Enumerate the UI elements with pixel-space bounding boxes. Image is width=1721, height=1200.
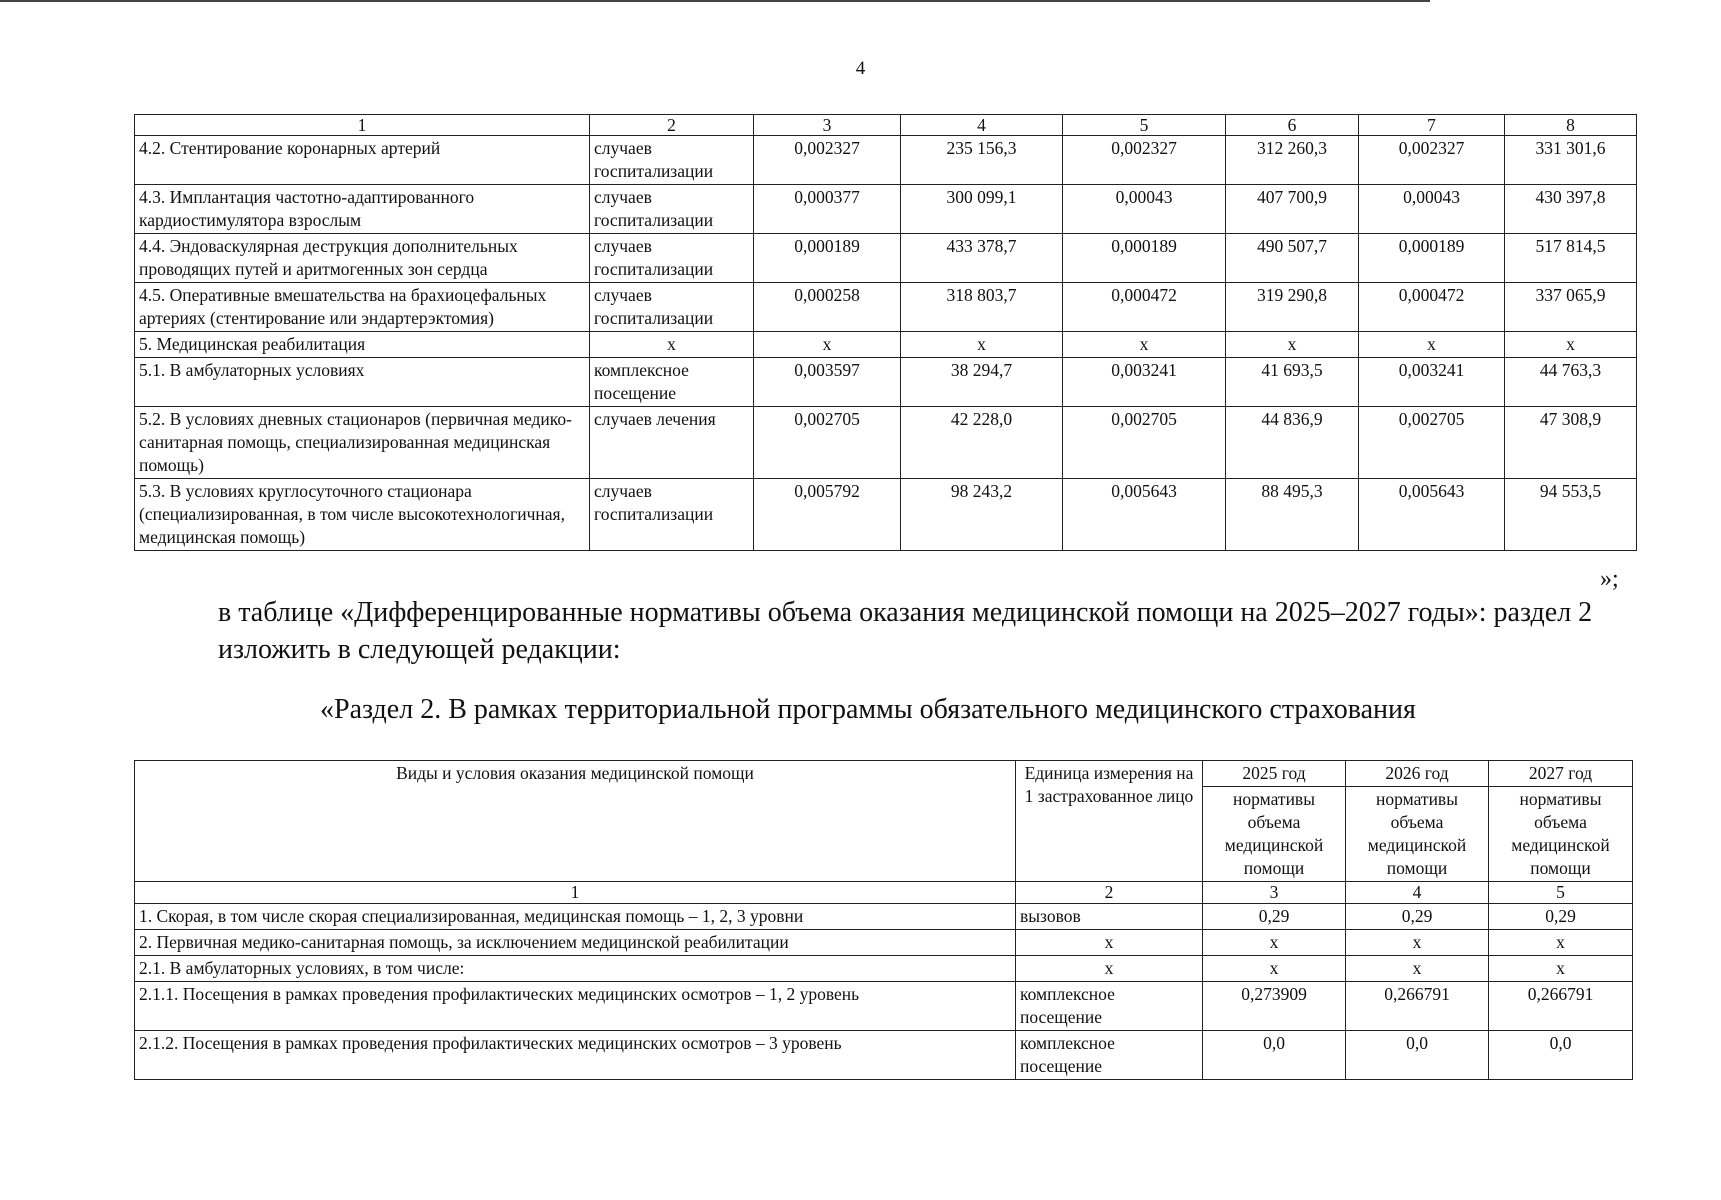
header-norms: нормативы объема медицинской помощи <box>1489 787 1633 882</box>
cell-value: х <box>1346 956 1489 982</box>
table-row <box>135 332 1637 358</box>
cell-value: 0,29 <box>1489 904 1633 930</box>
row-unit: х <box>1016 930 1203 956</box>
cell-value: 517 814,5 <box>1505 234 1637 283</box>
column-number: 3 <box>1203 882 1346 904</box>
row-name: 5.1. В амбулаторных условиях <box>135 358 590 407</box>
cell-value: 0,000472 <box>1359 283 1505 332</box>
cell-value: 0,266791 <box>1346 982 1489 1031</box>
cell-value: 0,002705 <box>1063 407 1226 479</box>
row-name: 5.3. В условиях круглосуточного стационара (специализированная, в том числе высокотехнологичная, медицинская помощь) <box>135 479 590 551</box>
cell-value: 407 700,9 <box>1226 185 1359 234</box>
table-row <box>135 283 1637 332</box>
cell-value: 312 260,3 <box>1226 136 1359 185</box>
cell-value: х <box>754 332 901 358</box>
column-number: 2 <box>1016 882 1203 904</box>
column-number-row <box>135 882 1633 904</box>
header-care-type: Виды и условия оказания медицинской помощи <box>135 761 1016 882</box>
cell-value: 0,005643 <box>1063 479 1226 551</box>
table-row <box>135 1031 1633 1080</box>
column-number: 4 <box>1346 882 1489 904</box>
cell-value: 319 290,8 <box>1226 283 1359 332</box>
cell-value: 235 156,3 <box>901 136 1063 185</box>
row-name: 4.2. Стентирование коронарных артерий <box>135 136 590 185</box>
cell-value: 0,002705 <box>754 407 901 479</box>
cell-value: 0,000189 <box>1359 234 1505 283</box>
table-header-row <box>135 115 1637 136</box>
cell-value: 318 803,7 <box>901 283 1063 332</box>
column-number: 5 <box>1063 115 1226 136</box>
table-row <box>135 904 1633 930</box>
cell-value: 337 065,9 <box>1505 283 1637 332</box>
cell-value: 0,00043 <box>1359 185 1505 234</box>
cell-value: х <box>1063 332 1226 358</box>
cell-value: 0,29 <box>1346 904 1489 930</box>
section-2-table <box>134 760 1633 1080</box>
row-unit: случаев госпитализации <box>590 185 754 234</box>
cell-value: х <box>1359 332 1505 358</box>
cell-value: 430 397,8 <box>1505 185 1637 234</box>
cell-value: 44 836,9 <box>1226 407 1359 479</box>
cell-value: 94 553,5 <box>1505 479 1637 551</box>
column-number: 6 <box>1226 115 1359 136</box>
row-name: 5.2. В условиях дневных стационаров (первичная медико-санитарная помощь, специализированная медицинская помощь) <box>135 407 590 479</box>
cell-value: 0,005792 <box>754 479 901 551</box>
cell-value: х <box>1203 930 1346 956</box>
table-row <box>135 136 1637 185</box>
cell-value: 0,003241 <box>1063 358 1226 407</box>
table-row <box>135 982 1633 1031</box>
row-unit: комплексное посещение <box>590 358 754 407</box>
header-year: 2026 год <box>1346 761 1489 787</box>
table-header-row <box>135 761 1633 787</box>
column-number: 8 <box>1505 115 1637 136</box>
cell-value: 38 294,7 <box>901 358 1063 407</box>
column-number: 4 <box>901 115 1063 136</box>
cell-value: х <box>901 332 1063 358</box>
column-number: 1 <box>135 115 590 136</box>
cell-value: 0,003597 <box>754 358 901 407</box>
header-unit: Единица измерения на 1 застрахованное лицо <box>1016 761 1203 882</box>
header-norms: нормативы объема медицинской помощи <box>1203 787 1346 882</box>
column-number: 5 <box>1489 882 1633 904</box>
cell-value: 98 243,2 <box>901 479 1063 551</box>
cell-value: 0,00043 <box>1063 185 1226 234</box>
cell-value: 0,005643 <box>1359 479 1505 551</box>
row-name: 2.1.2. Посещения в рамках проведения профилактических медицинских осмотров – 3 уровень <box>135 1031 1016 1080</box>
cell-value: х <box>1489 930 1633 956</box>
row-name: 1. Скорая, в том числе скорая специализированная, медицинская помощь – 1, 2, 3 уровни <box>135 904 1016 930</box>
page-number: 4 <box>855 58 866 79</box>
cell-value: 0,002327 <box>754 136 901 185</box>
column-number: 1 <box>135 882 1016 904</box>
table-row <box>135 185 1637 234</box>
row-name: 2. Первичная медико-санитарная помощь, за исключением медицинской реабилитации <box>135 930 1016 956</box>
table-row <box>135 479 1637 551</box>
cell-value: 0,000189 <box>754 234 901 283</box>
continuation-table <box>134 114 1637 551</box>
row-unit: случаев госпитализации <box>590 136 754 185</box>
column-number: 7 <box>1359 115 1505 136</box>
cell-value: 41 693,5 <box>1226 358 1359 407</box>
row-unit: комплексное посещение <box>1016 1031 1203 1080</box>
row-unit: комплексное посещение <box>1016 982 1203 1031</box>
cell-value: 0,003241 <box>1359 358 1505 407</box>
table-row <box>135 234 1637 283</box>
cell-value: 0,0 <box>1203 1031 1346 1080</box>
closing-quote: »; <box>1600 566 1619 592</box>
cell-value: х <box>1203 956 1346 982</box>
cell-value: 331 301,6 <box>1505 136 1637 185</box>
cell-value: 0,000472 <box>1063 283 1226 332</box>
cell-value: 300 099,1 <box>901 185 1063 234</box>
row-name: 2.1.1. Посещения в рамках проведения профилактических медицинских осмотров – 1, 2 уровень <box>135 982 1016 1031</box>
cell-value: х <box>1489 956 1633 982</box>
cell-value: 0,266791 <box>1489 982 1633 1031</box>
amendment-paragraph: в таблице «Дифференцированные нормативы объема оказания медицинской помощи на 2025–2027 годы»: раздел 2 изложить в следующей редакции: <box>218 597 1593 665</box>
row-name: 4.5. Оперативные вмешательства на брахиоцефальных артериях (стентирование или эндартерэктомия) <box>135 283 590 332</box>
header-year: 2025 год <box>1203 761 1346 787</box>
table-row <box>135 956 1633 982</box>
row-unit: х <box>590 332 754 358</box>
cell-value: 490 507,7 <box>1226 234 1359 283</box>
cell-value: 0,29 <box>1203 904 1346 930</box>
section-title: «Раздел 2. В рамках территориальной программы обязательного медицинского страхования <box>320 694 1416 725</box>
row-unit: случаев лечения <box>590 407 754 479</box>
table-row <box>135 930 1633 956</box>
cell-value: х <box>1346 930 1489 956</box>
cell-value: х <box>1226 332 1359 358</box>
cell-value: 0,000258 <box>754 283 901 332</box>
header-year: 2027 год <box>1489 761 1633 787</box>
column-number: 3 <box>754 115 901 136</box>
row-name: 4.3. Имплантация частотно-адаптированного кардиостимулятора взрослым <box>135 185 590 234</box>
cell-value: 0,0 <box>1489 1031 1633 1080</box>
table-row <box>135 358 1637 407</box>
cell-value: 0,0 <box>1346 1031 1489 1080</box>
cell-value: 0,000189 <box>1063 234 1226 283</box>
cell-value: 42 228,0 <box>901 407 1063 479</box>
cell-value: 0,273909 <box>1203 982 1346 1031</box>
cell-value: 44 763,3 <box>1505 358 1637 407</box>
top-border-line <box>0 0 1430 2</box>
cell-value: 433 378,7 <box>901 234 1063 283</box>
row-unit: случаев госпитализации <box>590 283 754 332</box>
cell-value: х <box>1505 332 1637 358</box>
table-row <box>135 407 1637 479</box>
cell-value: 88 495,3 <box>1226 479 1359 551</box>
row-unit: случаев госпитализации <box>590 479 754 551</box>
cell-value: 0,002705 <box>1359 407 1505 479</box>
cell-value: 47 308,9 <box>1505 407 1637 479</box>
cell-value: 0,002327 <box>1063 136 1226 185</box>
cell-value: 0,002327 <box>1359 136 1505 185</box>
cell-value: 0,000377 <box>754 185 901 234</box>
row-name: 4.4. Эндоваскулярная деструкция дополнительных проводящих путей и аритмогенных зон сердца <box>135 234 590 283</box>
column-number: 2 <box>590 115 754 136</box>
row-unit: х <box>1016 956 1203 982</box>
row-unit: вызовов <box>1016 904 1203 930</box>
row-name: 5. Медицинская реабилитация <box>135 332 590 358</box>
row-name: 2.1. В амбулаторных условиях, в том числе: <box>135 956 1016 982</box>
row-unit: случаев госпитализации <box>590 234 754 283</box>
header-norms: нормативы объема медицинской помощи <box>1346 787 1489 882</box>
